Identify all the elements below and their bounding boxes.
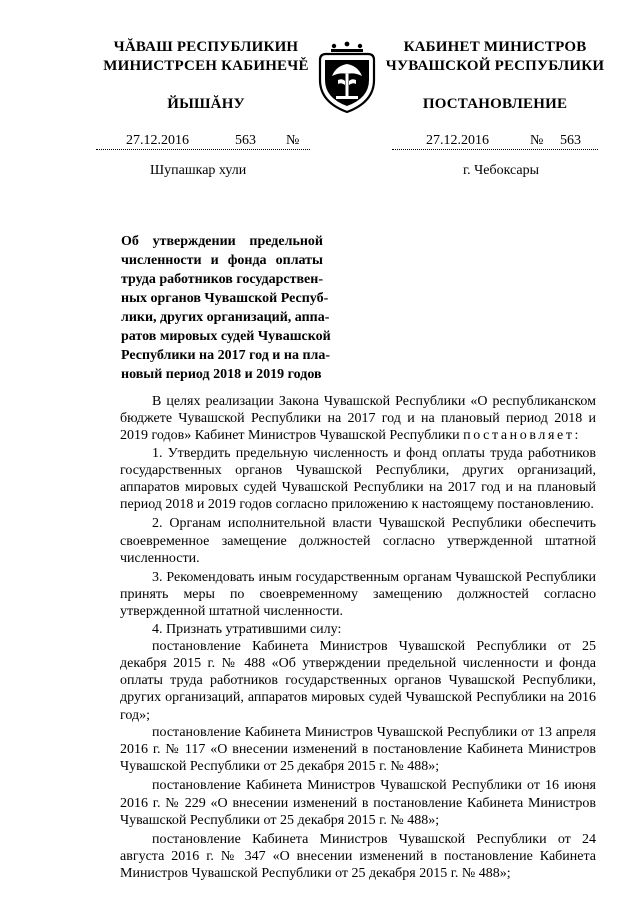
- subject-line: труда работников государствен-: [121, 272, 323, 287]
- paragraph-4-3: постановление Кабинета Министров Чувашской Республики от 16 июня 2016 г. № 229 «О внесении изменений в постановление Кабинета Министров Чувашской Республики от 25 декабря 2015 г. № 488»;: [120, 778, 596, 828]
- header-chuvash-line2: МИНИСТРСЕН КАБИНЕЧĚ: [103, 58, 309, 74]
- paragraph-4-4: постановление Кабинета Министров Чувашской Республики от 24 августа 2016 г. № 347 «О внесении изменений в постановление Кабинета Министров Чувашской Республики от 25 декабря 2015 г. № 488»;: [120, 832, 596, 882]
- paragraph-4-1: постановление Кабинета Министров Чувашской Республики от 25 декабря 2015 г. № 488 «Об утверждении предельной численности и фонда оплаты труда работников государственных органов Чувашской Республики, других организаций, аппаратов мировых судей Чувашской Республики на 2016 год»;: [120, 638, 596, 723]
- header-russian-line1: КАБИНЕТ МИНИСТРОВ: [403, 39, 587, 55]
- emblem-icon: [314, 40, 380, 116]
- number-underline-left: [96, 149, 310, 150]
- header-russian: [382, 38, 608, 114]
- doctype-russian: ПОСТАНОВЛЕНИЕ: [422, 96, 568, 112]
- paragraph-3: 3. Рекомендовать иным государственным органам Чувашской Республики принять меры по своевременному замещению должностей согласно утвержденной штатной численности.: [120, 570, 596, 620]
- subject-line: лики, других организаций, аппа-: [121, 310, 330, 325]
- date-russian: 27.12.2016: [426, 133, 489, 148]
- number-underline-right: [392, 149, 598, 150]
- city-chuvash: Шупашкар хули: [150, 163, 247, 178]
- number-russian: 563: [560, 133, 581, 148]
- subject-line: Республики на 2017 год и на пла-: [121, 348, 331, 363]
- subject-line: ных органов Чувашской Респуб-: [121, 291, 329, 306]
- number-sign-russian: №: [530, 133, 544, 148]
- number-line-chuvash: [96, 133, 310, 151]
- date-chuvash: 27.12.2016: [126, 133, 189, 148]
- subject-line: Об утверждении предельной: [121, 234, 323, 249]
- number-line-russian: [392, 133, 598, 151]
- intro-verb: постановляет:: [463, 428, 582, 444]
- header-russian-line2: ЧУВАШСКОЙ РЕСПУБЛИКИ: [385, 58, 605, 74]
- document-body: [120, 393, 596, 883]
- paragraph-1: 1. Утвердить предельную численность и фонд оплаты труда работников государственных органов Чувашской Республики, других организаций, аппаратов мировых судей Чувашской Республики на 2017 год и на плановый период 2018 и 2019 годов согласно приложению к настоящему постановлению.: [120, 445, 596, 513]
- number-sign-chuvash: №: [286, 133, 300, 148]
- paragraph-4: 4. Признать утратившими силу:: [152, 621, 342, 637]
- city-russian: г. Чебоксары: [463, 163, 540, 178]
- number-chuvash: 563: [235, 133, 256, 148]
- intro-text: В целях реализации Закона Чувашской Республики «О республиканском бюджете Чувашской Республики на 2017 год и на плановый период 2018 и 2019 годов» Кабинет Министров Чувашской Республики: [120, 394, 596, 444]
- subject-line: численности и фонда оплаты: [121, 253, 323, 268]
- document-subject: [121, 232, 331, 384]
- subject-line: ратов мировых судей Чувашской: [121, 329, 331, 344]
- doctype-chuvash: ЙЫШĂНУ: [167, 96, 245, 112]
- subject-line: новый период 2018 и 2019 годов: [121, 367, 322, 382]
- paragraph-4-2: постановление Кабинета Министров Чувашской Республики от 13 апреля 2016 г. № 117 «О внесении изменений в постановление Кабинета Министров Чувашской Республики от 25 декабря 2015 г. № 488»;: [120, 724, 596, 775]
- header-chuvash-line1: ЧĂВАШ РЕСПУБЛИКИН: [113, 39, 299, 55]
- header-chuvash: [96, 38, 316, 114]
- paragraph-2: 2. Органам исполнительной власти Чувашской Республики обеспечить своевременное замещение должностей согласно утвержденной штатной численности.: [120, 516, 596, 566]
- paragraph-intro: [120, 393, 596, 445]
